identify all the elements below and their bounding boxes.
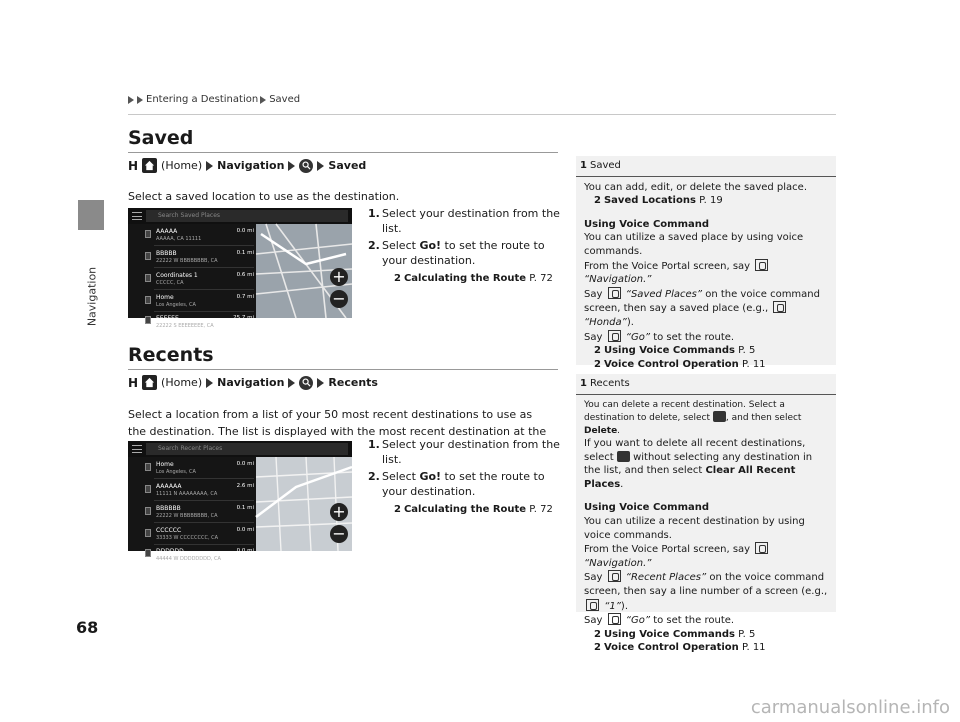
breadcrumb (128, 94, 300, 105)
note-line: You can add, edit, or delete the saved place. (584, 181, 807, 193)
note-line: You can delete a recent destination. Select a destination to delete, select , and then select Delete. (584, 399, 802, 436)
xref-label: Using Voice Commands (603, 345, 735, 357)
xref-page: P. 11 (741, 642, 766, 654)
note-line (584, 613, 830, 628)
note-saved-body (576, 177, 836, 378)
note-text: to set the route. (653, 331, 735, 343)
saved-path-nav: Navigation (217, 159, 285, 172)
note-subtitle: Using Voice Command (584, 502, 710, 514)
row-dist: 0.0 mi (236, 228, 254, 234)
note-line: You can utilize a recent destination by using voice commands. (584, 516, 805, 541)
note-text: to set the route. (653, 615, 735, 627)
row-dist: 0.0 mi (236, 527, 254, 533)
xref-label: Calculating the Route (403, 273, 527, 284)
row-badge (145, 316, 151, 324)
saved-screen-search: Search Saved Places (146, 210, 348, 222)
recents-path-end: Recents (328, 376, 378, 389)
path-arrow-icon (288, 161, 295, 171)
row-name: BBBBBB (156, 505, 181, 512)
path-arrow-icon (317, 378, 324, 388)
row-badge (145, 529, 151, 537)
menu-button-icon (617, 451, 630, 462)
list-item (154, 226, 254, 246)
note-text: on the voice command screen, then say a saved place (e.g., (584, 288, 820, 315)
note-line: If you want to delete all recent destinations, select without selecting any destination in the list, and then select Clear All Recent Places. (584, 438, 813, 490)
note-quote: “Honda” (584, 316, 627, 328)
note-quote: “Navigation.” (584, 557, 652, 569)
page-number: 68 (76, 618, 99, 637)
saved-screen-map (256, 224, 352, 318)
xref-arrow-icon: 2 (594, 345, 601, 357)
recents-title-rule (128, 369, 558, 370)
xref-arrow-icon: 2 (594, 628, 601, 640)
search-icon (299, 376, 313, 390)
note-text: ). (626, 316, 634, 328)
breadcrumb-arrow-icon (128, 96, 134, 104)
zoom-in-icon: + (330, 503, 348, 521)
search-icon (299, 159, 313, 173)
xref-label: Voice Control Operation (603, 358, 739, 370)
row-name: Home (156, 461, 174, 468)
list-item (154, 313, 254, 333)
note-line (584, 259, 830, 287)
xref-label: Using Voice Commands (603, 628, 735, 640)
recents-screen-image (128, 441, 352, 562)
breadcrumb-part-1: Entering a Destination (146, 94, 259, 105)
row-sub: 11111 N AAAAAAAA, CA (156, 491, 218, 497)
step-text: Select (382, 470, 420, 483)
note-text: You can delete a recent destination. Select a destination to delete, select (584, 399, 785, 424)
note-head-label: Saved (589, 160, 621, 171)
xref-page: P. 72 (529, 273, 553, 284)
note-quote: “Saved Places” (625, 288, 703, 300)
side-label: Navigation (85, 266, 99, 327)
note-quote: “1” (604, 600, 621, 612)
note-line (584, 330, 830, 345)
row-badge (145, 549, 151, 557)
note-head-label: Recents (589, 378, 630, 389)
note-xref[interactable] (584, 628, 830, 642)
home-step-icon: H (128, 375, 139, 390)
xref-page: P. 11 (741, 358, 766, 370)
recents-screen-list (128, 457, 256, 562)
row-dist: 0.1 mi (236, 505, 254, 511)
note-quote: “Recent Places” (625, 572, 707, 584)
row-sub: Los Angeles, CA (156, 302, 196, 308)
note-xref[interactable] (584, 358, 830, 372)
note-quote: “Navigation.” (584, 274, 652, 286)
row-sub: 22222 W BBBBBBBB, CA (156, 258, 218, 264)
saved-title: Saved (128, 127, 194, 149)
note-marker-icon: 1 (580, 378, 587, 389)
step-text: Select your destination from the list. (382, 207, 560, 235)
row-dist: 0.0 mi (236, 461, 254, 467)
note-text: Say (584, 615, 603, 627)
row-sub: 22222 S EEEEEEEE, CA (156, 323, 214, 329)
xref-arrow-icon: 2 (594, 642, 601, 654)
watermark: carmanualsonline.info (750, 697, 950, 718)
recents-path-nav: Navigation (217, 376, 285, 389)
row-sub: Los Angeles, CA (156, 469, 196, 475)
list-item (154, 546, 254, 566)
row-dist: 25.7 mi (233, 315, 254, 321)
zoom-out-icon: − (330, 525, 348, 543)
step-text: to set the route to your destination. (382, 470, 545, 498)
step-go-label: Go! (419, 470, 442, 483)
recents-intro: Select a location from a list of your 50 most recent destinations to use as the destination. The list is displayed with the most recent destination at the (128, 408, 547, 438)
note-line (584, 570, 830, 613)
list-item (154, 525, 254, 545)
note-text: If you want to delete all recent destinations, select (584, 438, 806, 463)
note-text: , and then select (725, 413, 802, 424)
list-item (154, 503, 254, 523)
note-recents-body (576, 395, 836, 661)
path-arrow-icon (206, 161, 213, 171)
note-quote: “Go” (625, 331, 651, 343)
xref-label: Voice Control Operation (603, 642, 739, 654)
path-arrow-icon (288, 378, 295, 388)
row-badge (145, 463, 151, 471)
zoom-in-icon: + (330, 268, 348, 286)
note-xref[interactable] (584, 344, 830, 358)
note-text: without selecting any destination in the list, and then select (584, 451, 813, 477)
row-name: AAAAA (156, 228, 178, 235)
section-tab-marker (78, 200, 104, 230)
xref-label: Calculating the Route (403, 504, 527, 515)
row-badge (145, 274, 151, 282)
row-name: CCCCCC (156, 527, 182, 534)
breadcrumb-part-2: Saved (269, 94, 301, 105)
note-text: From the Voice Portal screen, say (584, 260, 751, 272)
breadcrumb-arrow-icon (137, 96, 143, 104)
home-icon (142, 375, 157, 390)
note-text: ). (620, 600, 629, 612)
list-item (154, 270, 254, 290)
row-dist: 0.7 mi (236, 294, 254, 300)
note-text: Say (584, 288, 603, 300)
saved-xref[interactable] (368, 271, 568, 286)
note-line: You can utilize a saved place by using voice commands. (584, 232, 804, 257)
note-xref[interactable] (584, 194, 830, 208)
row-dist: 0.0 mi (236, 548, 254, 554)
xref-page: P. 19 (699, 195, 723, 207)
row-badge (145, 485, 151, 493)
note-recents-head (576, 374, 836, 395)
saved-screen-list (128, 224, 256, 329)
recents-step-1: 1. Select your destination from the list. (368, 438, 560, 466)
step-text: Select (382, 239, 420, 252)
xref-page: P. 5 (738, 628, 756, 640)
saved-step-2: 2. Select Go! to set the route to your destination. (368, 239, 545, 267)
row-dist: 0.6 mi (236, 272, 254, 278)
row-sub: AAAAA, CA 11111 (156, 236, 202, 242)
xref-page: P. 72 (529, 504, 553, 515)
xref-arrow-icon: 2 (394, 273, 401, 284)
note-xref[interactable] (584, 641, 830, 655)
talk-button-icon (608, 287, 621, 299)
talk-button-icon (773, 301, 786, 313)
row-badge (145, 230, 151, 238)
row-sub: 33333 W CCCCCCCC, CA (156, 535, 219, 541)
row-badge (145, 252, 151, 260)
xref-page: P. 5 (738, 345, 756, 357)
row-name: EEEEEE (156, 315, 179, 322)
row-sub: 22222 W BBBBBBBB, CA (156, 513, 218, 519)
saved-steps (368, 206, 568, 286)
note-text: From the Voice Portal screen, say (584, 544, 751, 556)
row-name: Home (156, 294, 174, 301)
row-dist: 2.6 mi (236, 483, 254, 489)
step-text: Select your destination from the list. (382, 438, 560, 466)
menu-icon (132, 445, 142, 453)
recents-steps (368, 437, 568, 517)
list-item (154, 459, 254, 479)
zoom-out-icon: − (330, 290, 348, 308)
row-badge (145, 296, 151, 304)
home-step-icon: H (128, 158, 139, 173)
row-name: AAAAAA (156, 483, 182, 490)
note-line (584, 542, 830, 570)
menu-icon (132, 212, 142, 220)
list-item (154, 248, 254, 268)
talk-button-icon (608, 330, 621, 342)
note-line (584, 287, 830, 330)
step-go-label: Go! (419, 239, 442, 252)
note-text: Say (584, 331, 603, 343)
saved-intro: Select a saved location to use as the destination. (128, 190, 400, 203)
note-marker-icon: 1 (580, 160, 587, 171)
saved-path (128, 158, 366, 173)
breadcrumb-arrow-icon (260, 96, 266, 104)
saved-step-1: 1. Select your destination from the list. (368, 207, 560, 235)
talk-button-icon (608, 613, 621, 625)
recents-path (128, 375, 378, 390)
recents-step-2: 2. Select Go! to set the route to your destination. (368, 470, 545, 498)
row-dist: 0.1 mi (236, 250, 254, 256)
note-subtitle: Using Voice Command (584, 218, 710, 230)
home-icon (142, 158, 157, 173)
row-name: DDDDDD (156, 548, 184, 555)
path-arrow-icon (206, 378, 213, 388)
row-sub: 44444 W DDDDDDDD, CA (156, 556, 221, 562)
xref-label: Saved Locations (603, 195, 696, 207)
note-text: Say (584, 572, 603, 584)
note-bold: Delete (584, 425, 618, 436)
path-arrow-icon (317, 161, 324, 171)
saved-path-end: Saved (328, 159, 367, 172)
step-text: to set the route to your destination. (382, 239, 545, 267)
saved-path-home: (Home) (161, 159, 203, 172)
talk-button-icon (755, 259, 768, 271)
note-saved (576, 156, 836, 370)
row-name: BBBBB (156, 250, 177, 257)
note-bold: Clear All Recent Places (584, 465, 796, 490)
xref-arrow-icon: 2 (594, 358, 601, 370)
recents-xref[interactable] (368, 502, 568, 517)
recents-screen-map (256, 457, 352, 551)
xref-arrow-icon: 2 (394, 504, 401, 515)
saved-screen-image (128, 208, 352, 329)
saved-title-rule (128, 152, 558, 153)
row-name: Coordinates 1 (156, 272, 198, 279)
list-item (154, 292, 254, 312)
talk-button-icon (755, 542, 768, 554)
note-quote: “Go” (625, 615, 651, 627)
note-saved-head (576, 156, 836, 177)
header-rule (128, 114, 836, 115)
recents-title: Recents (128, 344, 214, 366)
row-sub: CCCCC, CA (156, 280, 184, 286)
note-recents (576, 374, 836, 654)
talk-button-icon (608, 570, 621, 582)
note-text: on the voice command screen, then say a line number of a screen (e.g., (584, 572, 828, 598)
menu-button-icon (713, 411, 726, 422)
talk-button-icon (586, 599, 599, 611)
list-item (154, 481, 254, 501)
row-badge (145, 507, 151, 515)
xref-arrow-icon: 2 (594, 195, 601, 207)
recents-screen-search: Search Recent Places (146, 443, 348, 455)
recents-path-home: (Home) (161, 376, 203, 389)
